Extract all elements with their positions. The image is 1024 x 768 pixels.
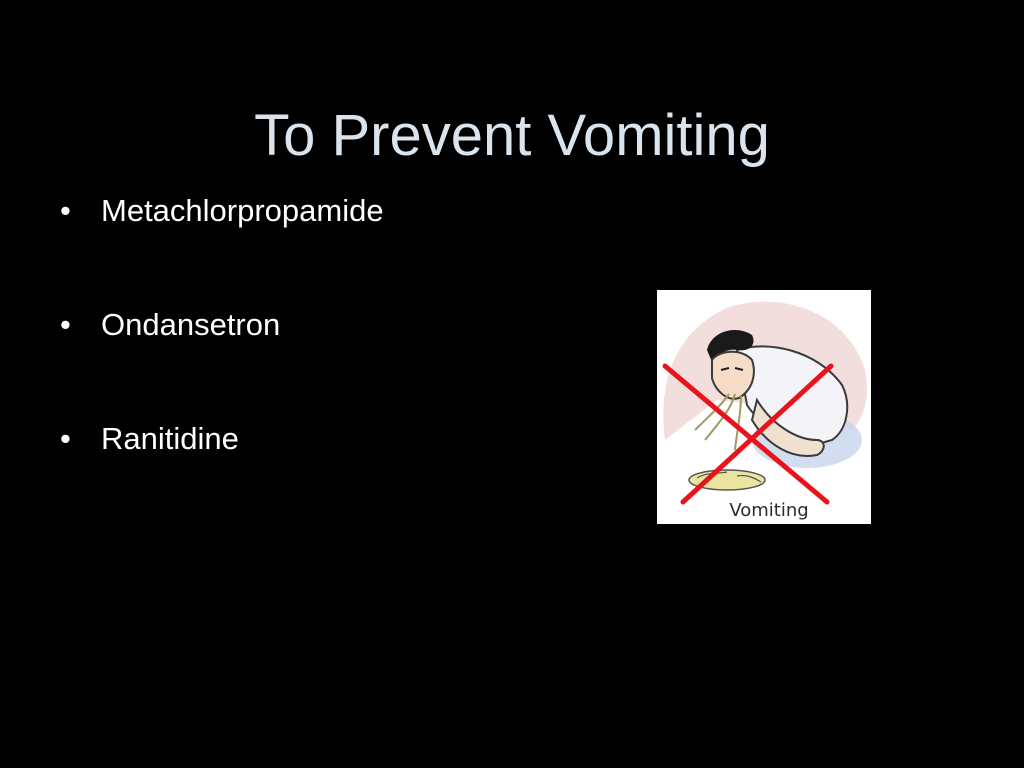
bullet-text: Ondansetron [101,307,281,342]
vomiting-illustration [657,290,871,524]
crossed-out-vomiting-person-icon [657,290,871,524]
bullet-text: Metachlorpropamide [101,193,384,228]
illustration-caption: Vomiting [729,500,809,521]
bullet-dot: • [60,421,71,456]
face [712,352,754,399]
slide-title: To Prevent Vomiting [254,102,770,168]
bullet-dot: • [60,193,71,228]
bullet-dot: • [60,307,71,342]
bullet-text: Ranitidine [101,421,239,456]
